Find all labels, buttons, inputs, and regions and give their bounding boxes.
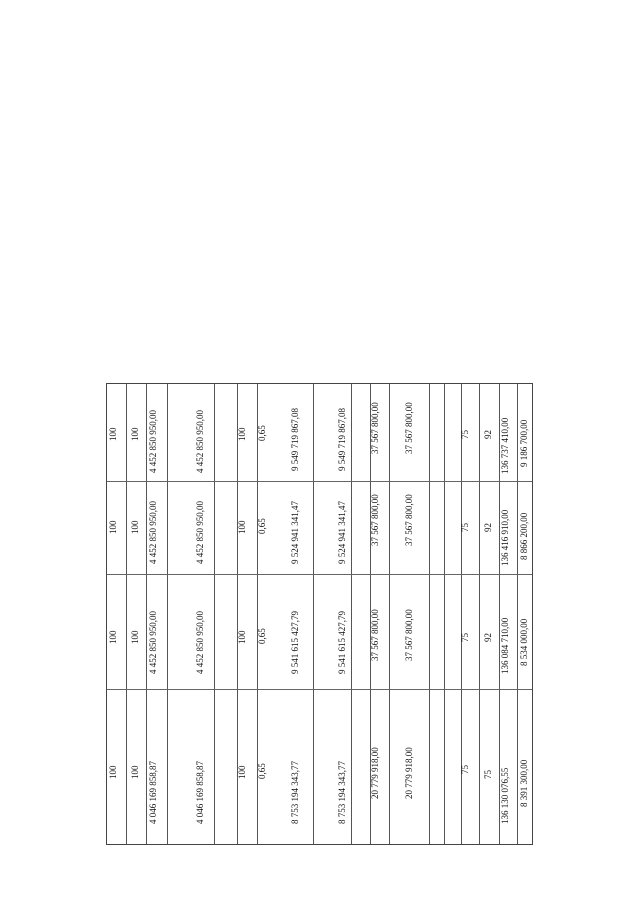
cell-text: 100 — [108, 765, 118, 779]
cell-text: 100 — [108, 520, 118, 534]
row-divider — [389, 384, 390, 844]
cell-text: 37 567 800,00 — [370, 402, 380, 454]
cell-text: 0,65 — [257, 628, 267, 644]
cell-text: 9 524 941 341,47 — [290, 501, 300, 564]
cell-text: 37 567 800,00 — [404, 609, 414, 661]
cell-text: 92 — [483, 430, 493, 439]
cell-text: 37 567 800,00 — [404, 402, 414, 454]
cell-text: 75 — [460, 523, 470, 532]
rotated-data-table — [106, 383, 533, 845]
cell-text: 100 — [237, 520, 247, 534]
cell-text: 9 524 941 341,47 — [337, 501, 347, 564]
cell-text: 37 567 800,00 — [404, 494, 414, 546]
column-divider — [107, 481, 532, 482]
cell-text: 20 779 918,00 — [370, 747, 380, 799]
cell-text: 100 — [108, 630, 118, 644]
cell-text: 75 — [460, 765, 470, 774]
cell-text: 9 541 615 427,79 — [290, 611, 300, 674]
cell-text: 4 452 850 950,00 — [148, 611, 158, 674]
cell-text: 4 452 850 950,00 — [195, 410, 205, 473]
row-divider — [479, 384, 480, 844]
row-divider — [429, 384, 430, 844]
cell-text: 9 186 700,00 — [519, 419, 529, 467]
cell-text: 8 753 194 343,77 — [337, 761, 347, 824]
cell-text: 0,65 — [257, 763, 267, 779]
cell-text: 100 — [237, 765, 247, 779]
cell-text: 136 084 710,00 — [500, 617, 510, 674]
cell-text: 92 — [483, 523, 493, 532]
cell-text: 4 452 850 950,00 — [195, 611, 205, 674]
cell-text: 8 391 300,00 — [519, 759, 529, 807]
row-divider — [126, 384, 127, 844]
cell-text: 100 — [130, 765, 140, 779]
cell-text: 4 046 169 858,87 — [148, 761, 158, 824]
cell-text: 8 534 000,00 — [519, 618, 529, 666]
cell-text: 9 541 615 427,79 — [337, 611, 347, 674]
cell-text: 4 046 169 858,87 — [195, 761, 205, 824]
row-divider — [461, 384, 462, 844]
cell-text: 4 452 850 950,00 — [148, 410, 158, 473]
cell-text: 37 567 800,00 — [370, 609, 380, 661]
cell-text: 100 — [130, 427, 140, 441]
cell-text: 100 — [130, 520, 140, 534]
column-divider — [107, 574, 532, 575]
cell-text: 8 866 200,00 — [519, 512, 529, 560]
row-divider — [517, 384, 518, 844]
cell-text: 9 549 719 867,08 — [290, 408, 300, 471]
cell-text: 0,65 — [257, 425, 267, 441]
cell-text: 4 452 850 950,00 — [148, 501, 158, 564]
cell-text: 4 452 850 950,00 — [195, 501, 205, 564]
cell-text: 9 549 719 867,08 — [337, 408, 347, 471]
row-divider — [444, 384, 445, 844]
row-divider — [313, 384, 314, 844]
cell-text: 20 779 918,00 — [404, 747, 414, 799]
cell-text: 100 — [108, 427, 118, 441]
cell-text: 37 567 800,00 — [370, 494, 380, 546]
cell-text: 0,65 — [257, 518, 267, 534]
cell-text: 100 — [237, 427, 247, 441]
cell-text: 136 416 910,00 — [500, 509, 510, 566]
row-divider — [167, 384, 168, 844]
cell-text: 136 737 410,00 — [500, 417, 510, 474]
row-divider — [214, 384, 215, 844]
cell-text: 100 — [130, 630, 140, 644]
cell-text: 136 130 076,55 — [500, 767, 510, 824]
cell-text: 92 — [483, 633, 493, 642]
row-divider — [351, 384, 352, 844]
cell-text: 75 — [483, 770, 493, 779]
cell-text: 75 — [460, 633, 470, 642]
row-divider — [146, 384, 147, 844]
column-divider — [107, 689, 532, 690]
cell-text: 75 — [460, 430, 470, 439]
cell-text: 100 — [237, 630, 247, 644]
cell-text: 8 753 194 343,77 — [290, 761, 300, 824]
